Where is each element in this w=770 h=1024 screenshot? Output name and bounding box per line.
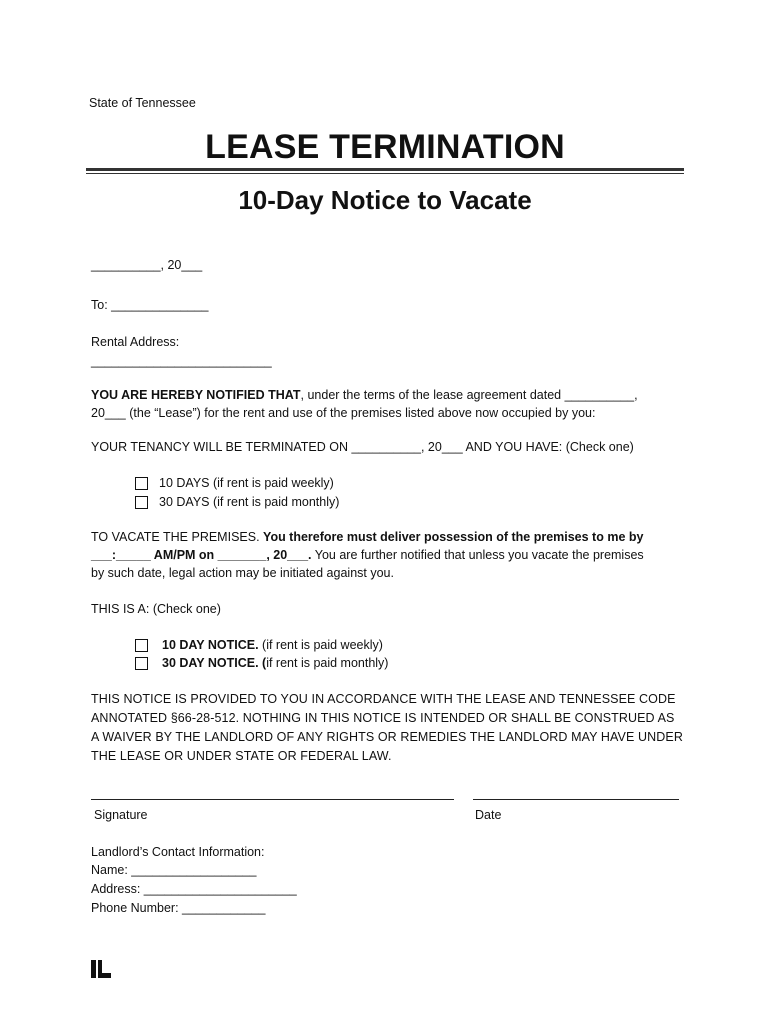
date-field[interactable]: __________, 20___ (91, 258, 203, 272)
option-10-day-notice-bold: 10 DAY NOTICE. (162, 638, 259, 652)
recipient-field[interactable]: To: ______________ (91, 298, 209, 312)
document-subtitle: 10-Day Notice to Vacate (238, 185, 532, 215)
option-30-day-notice-label (162, 656, 388, 670)
date-line[interactable] (473, 799, 679, 800)
legal-line: THE LEASE OR UNDER STATE OR FEDERAL LAW. (91, 749, 392, 763)
vacate-line3: by such date, legal action may be initiated against you. (91, 566, 394, 580)
vacate-bold2: ___:_____ AM/PM on _______, 20___. (91, 548, 312, 562)
contact-phone-field[interactable]: Phone Number: ____________ (91, 901, 266, 915)
option-30-days[interactable] (135, 495, 339, 509)
notice-type-statement: THIS IS A: (Check one) (91, 602, 221, 616)
option-10-day-notice-label (162, 638, 383, 652)
legal-paragraph (91, 690, 691, 766)
brand-logo-icon (91, 960, 111, 978)
contact-address-field[interactable]: Address: ______________________ (91, 882, 297, 896)
vacate-paragraph (91, 528, 691, 582)
notice-line1: , under the terms of the lease agreement dated __________, (300, 388, 638, 402)
option-30-day-notice[interactable] (135, 656, 388, 670)
contact-name-field[interactable]: Name: __________________ (91, 863, 257, 877)
legal-line: A WAIVER BY THE LANDLORD OF ANY RIGHTS OR REMEDIES THE LANDLORD MAY HAVE UNDER (91, 730, 683, 744)
vacate-bold1: You therefore must deliver possession of the premises to me by (263, 530, 644, 544)
legal-line: THIS NOTICE IS PROVIDED TO YOU IN ACCORDANCE WITH THE LEASE AND TENNESSEE CODE (91, 692, 676, 706)
signature-line[interactable] (91, 799, 454, 800)
rental-address-label: Rental Address: (91, 335, 180, 349)
contact-heading: Landlord’s Contact Information: (91, 845, 265, 859)
state-label: State of Tennessee (89, 96, 196, 110)
title-rule-thick (86, 168, 684, 171)
option-30-days-label: 30 DAYS (if rent is paid monthly) (159, 495, 340, 509)
checkbox-30-day-notice[interactable] (135, 657, 148, 670)
option-30-day-notice-bold: 30 DAY NOTICE. ( (162, 656, 267, 670)
option-10-days[interactable] (135, 476, 334, 490)
option-30-day-notice-rest: if rent is paid monthly) (266, 656, 389, 670)
option-10-days-label: 10 DAYS (if rent is paid weekly) (159, 476, 334, 490)
legal-line: ANNOTATED §66-28-512. NOTHING IN THIS NOTICE IS INTENDED OR SHALL BE CONSTRUED AS (91, 711, 675, 725)
title-rule-thin (86, 173, 684, 174)
rental-address-field[interactable]: __________________________ (91, 354, 272, 368)
option-10-day-notice[interactable] (135, 638, 383, 652)
option-10-day-notice-rest: (if rent is paid weekly) (258, 638, 383, 652)
date-label: Date (475, 808, 502, 822)
checkbox-30-days[interactable] (135, 496, 148, 509)
document-title: LEASE TERMINATION (205, 128, 565, 166)
vacate-lead: TO VACATE THE PREMISES. (91, 530, 264, 544)
checkbox-10-day-notice[interactable] (135, 639, 148, 652)
notice-bold-lead: YOU ARE HEREBY NOTIFIED THAT (91, 388, 301, 402)
signature-label: Signature (94, 808, 148, 822)
checkbox-10-days[interactable] (135, 477, 148, 490)
vacate-rest2: You are further notified that unless you vacate the premises (311, 548, 644, 562)
tenancy-statement: YOUR TENANCY WILL BE TERMINATED ON __________, 20___ AND YOU HAVE: (Check one) (91, 440, 634, 454)
notice-paragraph (91, 386, 691, 422)
notice-line2: 20___ (the “Lease”) for the rent and use of the premises listed above now occupied by you: (91, 406, 596, 420)
